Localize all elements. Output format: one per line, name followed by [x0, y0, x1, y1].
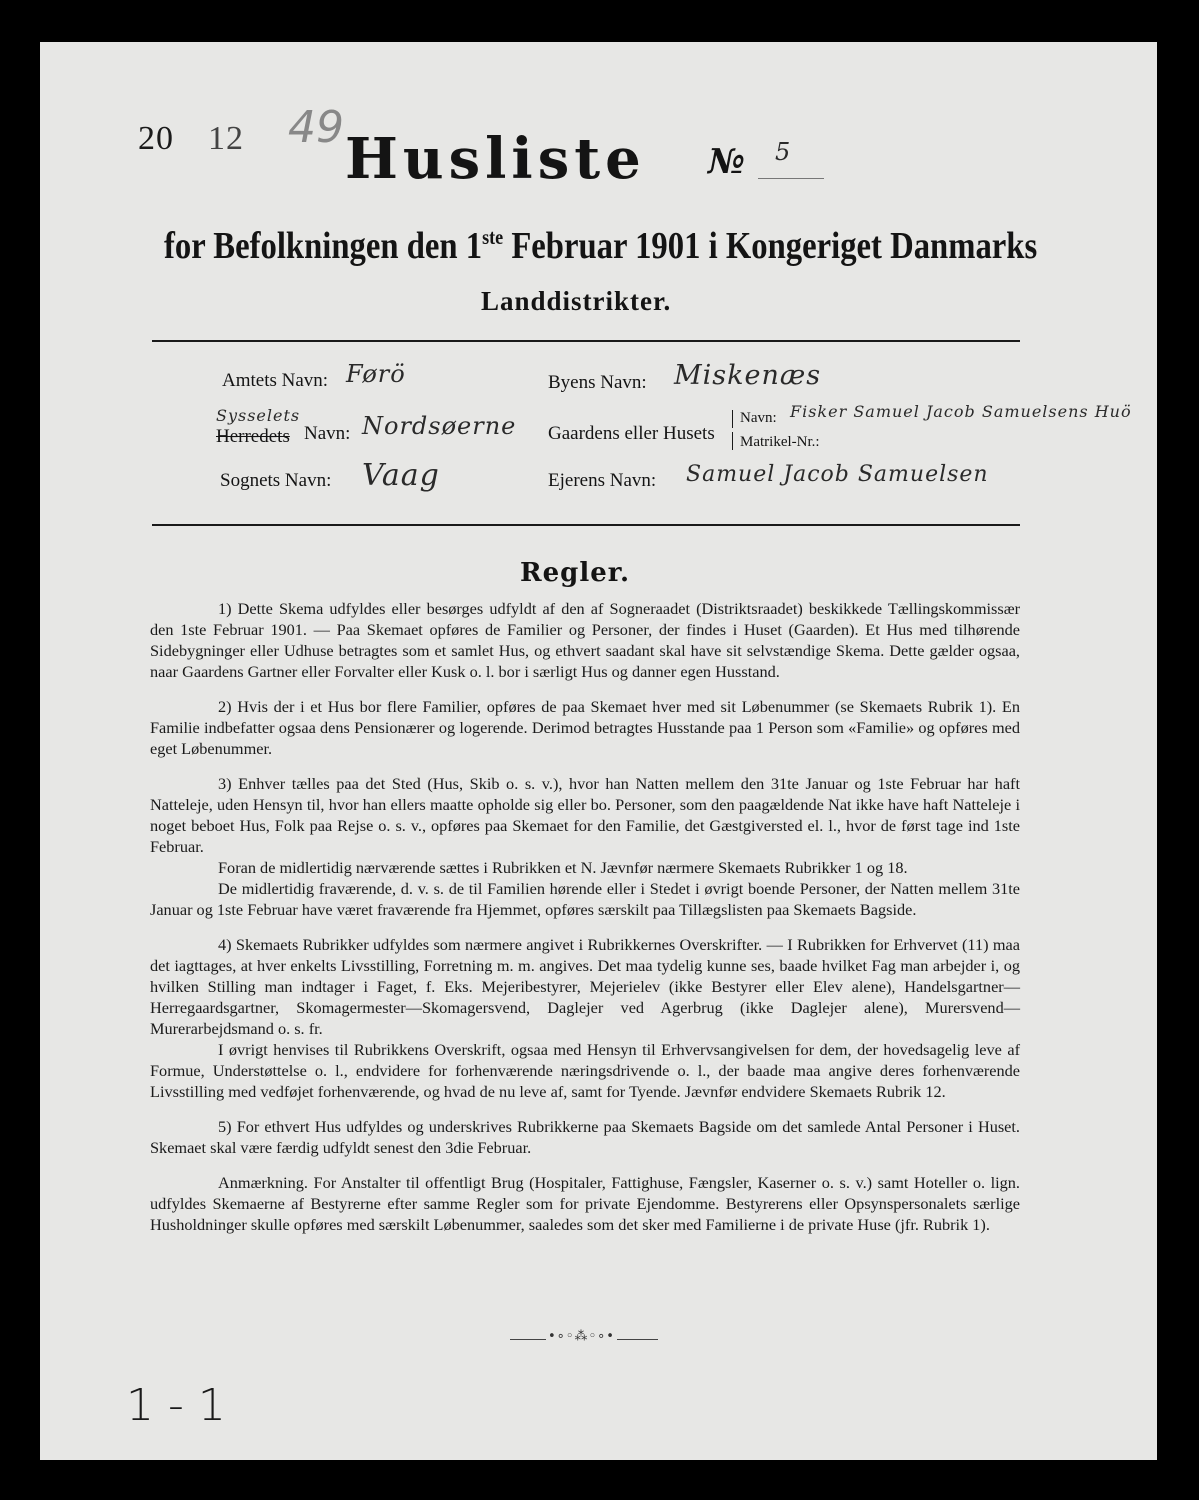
subtitle-sup: ste	[482, 225, 504, 249]
sysselets-prefix: Sysselets	[216, 406, 301, 425]
ornament: •∘◦⁂◦∘•	[548, 1329, 615, 1344]
number-underline	[758, 178, 824, 179]
ejerens-value: Samuel Jacob Samuelsen	[686, 462, 989, 487]
ejerens-label: Ejerens Navn:	[548, 470, 657, 491]
rule-5: 5) For ethvert Hus udfyldes og underskrives Rubrikkerne paa Skemaets Bagside om det samlede Antal Personer i Huset. Skemaet skal være færdig udfyldt senest den 3die Februar.	[150, 1117, 1020, 1157]
house-number-value: 5	[775, 138, 792, 166]
gaardens-label: Gaardens eller Husets	[548, 423, 715, 444]
pencil-number: 49	[288, 102, 344, 153]
sognets-value: Vaag	[362, 458, 440, 493]
subtitle-pre: for Befolkningen den 1	[164, 225, 483, 267]
bracket-bottom	[732, 432, 733, 450]
byens-value: Miskenæs	[674, 360, 822, 391]
sognets-label: Sognets Navn:	[220, 470, 332, 491]
fields-divider	[152, 524, 1020, 526]
form-subtitle-districts: Landdistrikter.	[481, 286, 672, 316]
byens-label: Byens Navn:	[548, 372, 647, 393]
amtets-value: Førö	[346, 360, 406, 388]
subtitle-post: Februar 1901 i Kongeriget Danmarks	[503, 225, 1038, 267]
amtets-label: Amtets Navn:	[222, 370, 329, 391]
herredets-struck: Herredets	[216, 426, 290, 447]
herredets-value: Nordsøerne	[362, 412, 517, 440]
matrikel-label: Matrikel-Nr.:	[740, 434, 820, 450]
navn-value: Fisker Samuel Jacob Samuelsens Huö	[790, 402, 1132, 421]
rule-4: 4) Skemaets Rubrikker udfyldes som nærmere angivet i Rubrikkernes Overskrifter. — I Rubrikken for Erhvervet (11) maa det iagttages, at hver enkelts Livsstilling, Forretning m. m. angives. Det maa tydelig kunne ses, baade hvilket Fag man arbejder i, og hvilken Stilling man indtager i Faget, f. Eks. Mejeribestyrer, Mejerielev (ikke Bestyrer eller Elev alene), Handelsgartner—Herregaardsgartner, Skomagermester—Skomagersvend, Daglejer ved Agerbrug (ikke Daglejer alene), Murersvend—Murerarbejdsmand o. s. fr.	[150, 935, 1020, 1038]
rule-3-note-absent: De midlertidig fraværende, d. v. s. de til Familien hørende eller i Stedet i øvrigt boende Personer, der Natten mellem 31te Januar og 1ste Februar have været fraværende fra Hjemmet, opføres særskilt paa Tillægslisten paa Skemaets Bagside.	[150, 879, 1020, 919]
census-form-page	[40, 42, 1157, 1460]
navn-label: Navn:	[740, 410, 777, 426]
rule-3: 3) Enhver tælles paa det Sted (Hus, Skib o. s. v.), hvor han Natten mellem den 31te Januar og 1ste Februar har haft Natteleje, uden Hensyn til, hvor han ellers maatte opholde sig eller bo. Personer, som den paagældende Nat ikke have haft Natteleje i noget beboet Hus, Folk paa Rejse o. s. v., opføres paa Skemaet for den Familie, det Gæstgiversted el. l., hvor de først tage ind 1ste Februar.	[150, 774, 1020, 856]
stamp-number: 20	[138, 120, 174, 157]
rules-heading: Regler.	[520, 558, 631, 588]
rule-2: 2) Hvis der i et Hus bor flere Familier, opføres de paa Skemaet hver med sit Løbenummer (se Skemaets Rubrik 1). En Familie indbefatter ogsaa dens Pensionærer og logerende. Derimod betragtes Husstande paa 1 Person som «Familie» og opføres med eget Løbenummer.	[150, 697, 1020, 758]
annotation-note: Anmærkning. For Anstalter til offentligt Brug (Hospitaler, Fattighuse, Fængsler, Kaserner o. s. v.) samt Hoteller o. lign. udfyldes Skemaerne af Bestyrerne efter samme Regler som for private Ejendomme. Bestyrerens eller Opsynspersonalets særlige Husholdninger skulle opføres med særskilt Løbenummer, saaledes som det sker med Familierne i de private Huse (jfr. Rubrik 1).	[150, 1173, 1020, 1234]
form-subtitle	[164, 224, 1037, 268]
number-mark: №	[708, 142, 745, 182]
stamp-number-secondary: 12	[208, 120, 244, 157]
rules-body	[150, 598, 1020, 1249]
herredets-label: Navn:	[304, 423, 351, 444]
rule-1: 1) Dette Skema udfyldes eller besørges udfyldt af den af Sogneraadet (Distriktsraadet) beskikkede Tællingskommissær den 1ste Februar 1901. — Paa Skemaet opføres de Familier og Personer, der findes i Huset (Gaarden). Et Hus med tilhørende Sidebygninger eller Udhuse betragtes som et samlet Hus, og ethvert saadant skal have sit selvstændige Skema. Dette gælder ogsaa, naar Gaardens Gartner eller Forvalter eller Kusk o. l. bor i særligt Hus og danner egen Husstand.	[150, 599, 1020, 681]
form-title: Husliste	[345, 126, 646, 192]
header-divider	[152, 340, 1020, 342]
margin-note: 1 - 1	[126, 1380, 226, 1431]
rule-3-note-present: Foran de midlertidig nærværende sættes i Rubrikken et N. Jævnfør nærmere Skemaets Rubrikker 1 og 18.	[218, 858, 908, 877]
rule-4-note: I øvrigt henvises til Rubrikkens Overskrift, ogsaa med Hensyn til Erhvervsangivelsen for dem, der hovedsagelig leve af Formue, Understøttelse o. l., endvidere for forhenværende næringsdrivende o. l., der baade maa angive deres forhenværende Livsstilling med vedføjet forhenværende, og hvad de nu leve af, samt for Tyende. Jævnfør endvidere Skemaets Rubrik 12.	[150, 1040, 1020, 1101]
bracket-top	[732, 410, 733, 428]
